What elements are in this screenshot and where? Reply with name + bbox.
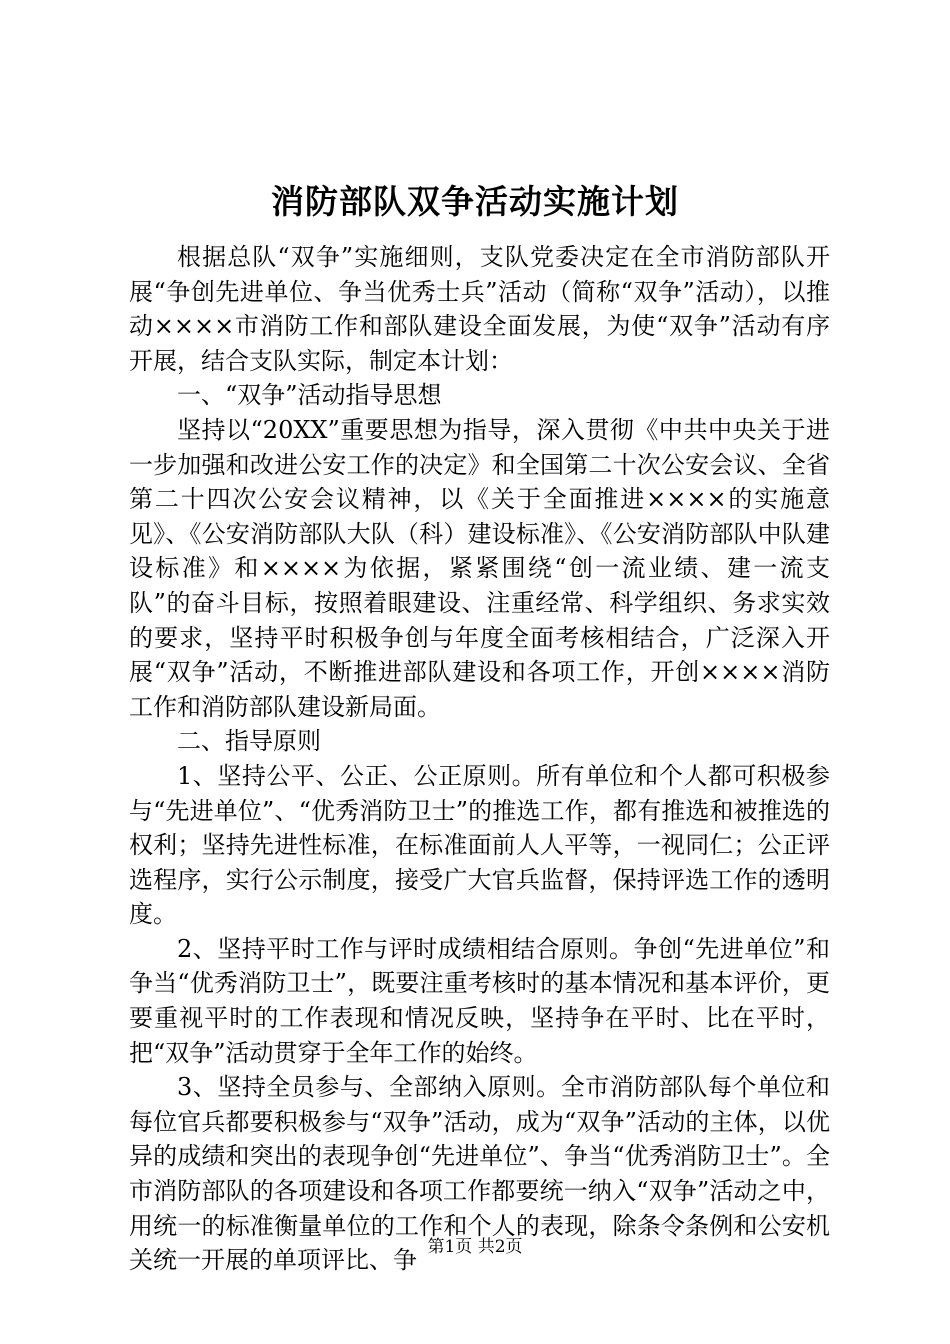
document-body xyxy=(129,240,830,1278)
intro-paragraph: 根据总队“双争”实施细则，支队党委决定在全市消防部队开展“争创先进单位、争当优秀士兵”活动（简称“双争”活动），以推动××××市消防工作和部队建设全面发展，为使“双争”活动有序开展，结合支队实际，制定本计划： xyxy=(129,243,830,375)
principle-3-paragraph: 3、坚持全员参与、全部纳入原则。全市消防部队每个单位和每位官兵都要积极参与“双争”活动，成为“双争”活动的主体，以优异的成绩和突出的表现争创“先进单位”、争当“优秀消防卫士”。全市消防部队的各项建设和各项工作都要统一纳入“双争”活动之中，用统一的标准衡量单位的工作和个人的表现，除条令条例和公安机关统一开展的单项评比、争 xyxy=(129,1073,830,1275)
guiding-ideology-paragraph: 坚持以“20XX”重要思想为指导，深入贯彻《中共中央关于进一步加强和改进公安工作的决定》和全国第二十次公安会议、全省第二十四次公安会议精神，以《关于全面推进××××的实施意见》、《公安消防部队大队（科）建设标准》、《公安消防部队中队建设标准》和××××为依据，紧紧围绕“创一流业绩、建一流支队”的奋斗目标，按照着眼建设、注重经常、科学组织、务求实效的要求，坚持平时积极争创与年度全面考核相结合，广泛深入开展“双争”活动，不断推进部队建设和各项工作，开创××××消防工作和消防部队建设新局面。 xyxy=(129,415,830,721)
page-number-footer: 第1页 共2页 xyxy=(427,1237,523,1257)
section-heading-guiding-ideology: 一、“双争”活动指导思想 xyxy=(177,381,442,410)
principle-1-paragraph: 1、坚持公平、公正、公正原则。所有单位和个人都可积极参与“先进单位”、“优秀消防卫士”的推选工作，都有推选和被推选的权利；坚持先进性标准，在标准面前人人平等，一视同仁；公正评选程序，实行公示制度，接受广大官兵监督，保持评选工作的透明度。 xyxy=(129,761,830,929)
section-heading-guiding-principles: 二、指导原则 xyxy=(177,727,321,756)
document-title: 消防部队双争活动实施计划 xyxy=(271,182,679,221)
principle-2-paragraph: 2、坚持平时工作与评时成绩相结合原则。争创“先进单位”和争当“优秀消防卫士”，既要注重考核时的基本情况和基本评价，更要重视平时的工作表现和情况反映，坚持争在平时、比在平时，把“双争”活动贯穿于全年工作的始终。 xyxy=(129,934,830,1067)
